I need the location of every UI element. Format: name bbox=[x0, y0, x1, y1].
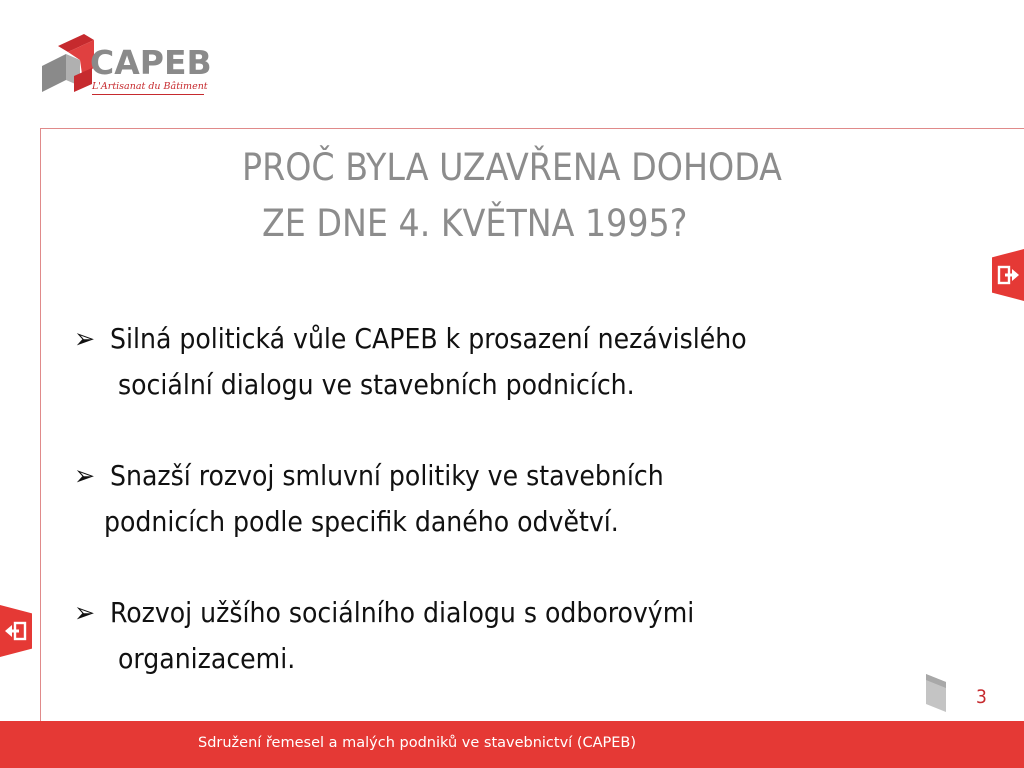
bullet-text: Silná politická vůle CAPEB k prosazení nezávislého bbox=[110, 322, 747, 355]
capeb-logo-icon bbox=[38, 32, 98, 106]
page-number: 3 bbox=[976, 686, 987, 708]
bullet-item bbox=[74, 590, 974, 682]
exit-left-icon bbox=[4, 619, 28, 643]
arrow-bullet-icon: ➢ bbox=[74, 322, 96, 355]
bullet-text-continued: organizacemi. bbox=[118, 642, 296, 675]
bullet-text-continued: sociální dialogu ve stavebních podnicích. bbox=[118, 368, 635, 401]
title-line-2: ZE DNE 4. KVĚTNA 1995? bbox=[262, 202, 688, 245]
slide-title bbox=[160, 140, 940, 252]
arrow-bullet-icon: ➢ bbox=[74, 596, 96, 629]
previous-slide-button[interactable] bbox=[0, 605, 32, 657]
bullet-item bbox=[74, 453, 974, 545]
bullet-text: Rozvoj užšího sociálního dialogu s odborovými bbox=[110, 596, 695, 629]
page-marker-icon bbox=[924, 672, 950, 714]
bullet-text: Snazší rozvoj smluvní politiky ve stavebních bbox=[110, 459, 664, 492]
arrow-bullet-icon: ➢ bbox=[74, 459, 96, 492]
footer-text: Sdružení řemesel a malých podniků ve stavebnictví (CAPEB) bbox=[198, 735, 637, 751]
exit-right-icon bbox=[996, 263, 1020, 287]
title-line-1: PROČ BYLA UZAVŘENA DOHODA bbox=[242, 146, 782, 189]
bullet-item bbox=[74, 316, 974, 408]
next-slide-button[interactable] bbox=[992, 249, 1024, 301]
logo-tagline: L'Artisanat du Bâtiment bbox=[92, 81, 208, 92]
capeb-logo bbox=[38, 32, 218, 106]
bullet-text-continued: podnicích podle specifik daného odvětví. bbox=[104, 505, 619, 538]
logo-underline bbox=[92, 94, 204, 95]
footer-bar bbox=[0, 721, 1024, 768]
logo-wordmark: CAPEB bbox=[90, 43, 212, 82]
bullet-list bbox=[74, 316, 974, 727]
frame-top-line bbox=[40, 128, 1024, 129]
frame-left-line bbox=[40, 128, 41, 722]
